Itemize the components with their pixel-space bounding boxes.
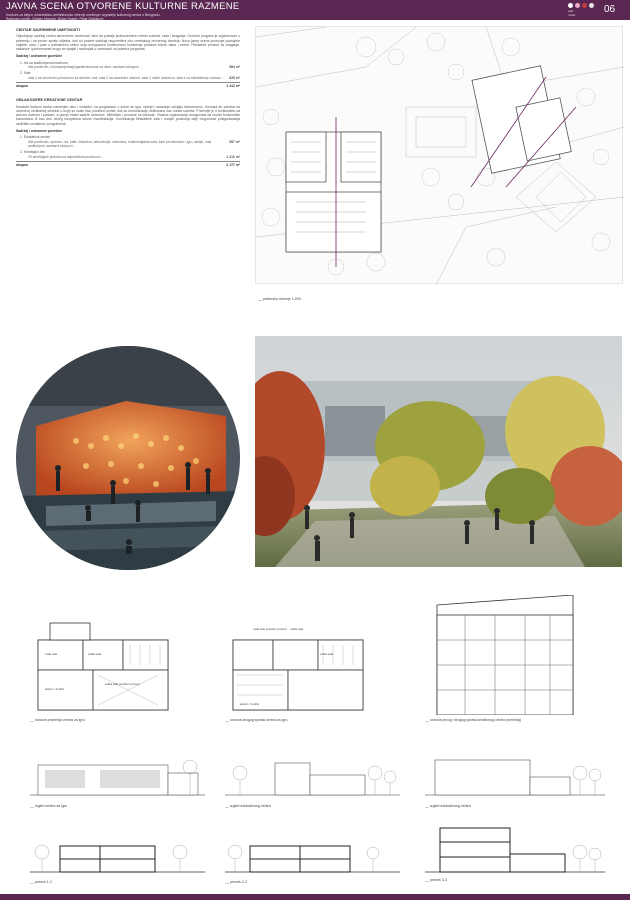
logo-dot-icon [568, 3, 573, 8]
area-item-detail: hila pozitivnih, informacije/foaje/garderobe/ulaz sa ulice, sanitarni sklopovi, ... [28, 65, 144, 70]
section-title: CENTAR SAVREMENE UMETNOSTI [16, 28, 80, 32]
section-2-svg [225, 838, 400, 876]
elevation-3-svg [425, 755, 605, 800]
floor-plan-2 [225, 615, 375, 725]
area-total-label: ukupno [16, 83, 29, 88]
floor-plan-1-svg [30, 615, 180, 715]
area-item-name: 1. hol sa auditorijumom/scenom [20, 60, 68, 65]
logo-text-line: ulaz [568, 9, 574, 13]
elevation-1 [30, 755, 205, 815]
area-list-title: Sadržaj / ostvarene površine [16, 129, 62, 134]
area-item-name: 1. Edukativni centar [20, 135, 50, 140]
logo-dots [568, 3, 594, 8]
logo-dot-icon [575, 3, 580, 8]
interior-render [16, 346, 240, 570]
logo-dot-icon [589, 3, 594, 8]
room-label: velika sala (sunčani prostor) [105, 682, 140, 686]
area-list-item [16, 135, 240, 148]
floor-plan-2-svg [225, 615, 375, 715]
area-list-item [16, 150, 240, 159]
area-item-value: 828 m² [229, 75, 240, 80]
page-title: JAVNA SCENA OTVORENE KULTURNE RAZMENE [6, 1, 240, 12]
section-1-svg [30, 838, 205, 876]
section-3 [425, 820, 605, 892]
authors-line: Radovan Lovšin, Ognjen Marović, Bojan Spasić, Petar Drašković [6, 16, 104, 21]
room-label: mala sala [45, 652, 57, 656]
area-item-name: 2. Smeštajni deo [20, 150, 46, 155]
section-caption: __ presek 3-3 [425, 878, 447, 882]
floor-plan-1 [30, 615, 180, 725]
area-item-name: 2. Sale [20, 71, 31, 76]
page-number: 06 [604, 4, 616, 15]
area-total-value: 2 177 m² [226, 162, 240, 167]
floor-plan-3-svg [425, 595, 585, 715]
area-list-item [16, 61, 240, 70]
header-bar [0, 0, 630, 20]
elevation-caption: __ izgled centra za igru [30, 804, 67, 808]
room-label: velika sala [88, 652, 102, 656]
section-paragraph: Objedinjuje sadržaj centra savremene umetnosti, tako da postaje jednovremeno mesto susreta, rada i izlaganja. Osnovni program je organizovan u prizemlju i na prvom spratu objekta, dok su prateći sadržaji raspoređeni oko centralnog otvorenog dvorišta. Nova javna scena povezuje postojeće objekte, ulicu i park u jedinstvenu celinu koja omogućava kontinuirano korišćenje prostora tokom dana i večeri. Fleksibilni prostori za izlaganje, radionice i performanse mogu se spajati i razdvajati u zavisnosti od potreba programa. [16, 34, 240, 52]
elevation-2-svg [225, 755, 400, 800]
room-label: atrijum / hodnik [45, 687, 64, 691]
area-item-value: 584 m² [229, 65, 240, 70]
logo-text [568, 10, 576, 17]
competition-subtitle: Konkurs za idejno urbanističko-arhitektonsko rešenje uređenja i izgradnje kulturnog centra u Beogradu [6, 13, 160, 17]
room-label: velika sala [290, 627, 304, 631]
section-title: OBLAKODERE KREATIVNE CENTAR [16, 98, 83, 103]
area-total [16, 161, 240, 167]
section-2 [225, 838, 400, 892]
floor-plan-caption: __ osnova prizemlja centra za igru [30, 718, 85, 722]
logo-dot-icon [582, 3, 587, 8]
area-item-detail: sala 1 sa otvorenim prostorom za izložbe i rad; sala 2 sa zasebnim ulazom, sala 3 malih radionica, sala 4 za skladištenje radova; ... [28, 75, 225, 80]
area-item-value: 987 m² [229, 139, 240, 144]
elevation-caption: __ izgled edukativnog centra [425, 804, 471, 808]
description-column [16, 26, 240, 167]
interior-render-image [16, 346, 240, 570]
area-item-detail: 25 smeštajnih jedinica sa zajedničkim prostorom ... [28, 154, 105, 159]
exterior-render [255, 336, 622, 567]
section-caption: __ presek 2-2 [225, 880, 247, 884]
elevation-1-svg [30, 755, 205, 800]
area-item-detail: hila pozitivnih, opreme, hol, kafe, čitaonica, laboratorije, radionica, multimedijalna sala, sale za radionice i igru, ateljei, mali auditorijum, sanitarni sklopovi ... [28, 139, 212, 148]
section-3-svg [425, 820, 605, 876]
logo-text-line: i izlaz [568, 12, 576, 17]
section-caption: __ presek 1-1 [30, 880, 52, 884]
floor-plan-caption: __ osnova prvog i drugog sprata kreativnog centra (smeštaj) [425, 718, 521, 722]
site-plan-drawing [255, 26, 623, 301]
area-list-title: Sadržaj / ostvarene površine [16, 54, 62, 59]
room-label: atrijum / hodnik [240, 702, 259, 706]
elevation-caption: __ izgled edukativnog centra [225, 804, 271, 808]
area-list-item [16, 71, 240, 80]
footer-bar [0, 894, 630, 900]
section-paragraph: Kreativni kulturni centar namenjen deci i omladini, sa programom u kome se igra, učenje i stvaranje odvijaju istovremeno. Koncept se zasniva na otvorenoj vertikalnoj strukturi u kojoj se svaki nivo posebno koristi, dok su komunikacije oblikovane kao mesta susreta. Prizemlje je u kontinuitetu sa javnom scenom i parkom, a gornje etaže sadrže radionice, biblioteku i prostore za boravak. Ovakva organizacija omogućava da centar funkcioniše samostalno ili kao deo većeg kompleksa tokom manifestacija. Kombinacija fleksibilnih sala i manjih prostorija daje mogućnost prilagođavanja različitim uzrastima i programima. [16, 104, 240, 126]
floor-plan-3 [425, 595, 605, 725]
area-item-value: 1 310 m² [226, 154, 240, 159]
site-plan-caption: __ partersko rešenje 1:200 [258, 297, 301, 301]
site-plan-svg [256, 27, 624, 285]
area-total-value: 1 412 m² [226, 83, 240, 88]
elevation-3 [425, 755, 605, 815]
exterior-render-image [255, 336, 622, 567]
room-label: mala sala (sunčani prostor) [253, 627, 287, 631]
room-label: velika sala [320, 652, 334, 656]
floor-plan-caption: __ osnova drugog sprata centra za igru [225, 718, 288, 722]
section-1 [30, 838, 205, 892]
area-total-label: ukupno [16, 162, 29, 167]
elevation-2 [225, 755, 400, 815]
